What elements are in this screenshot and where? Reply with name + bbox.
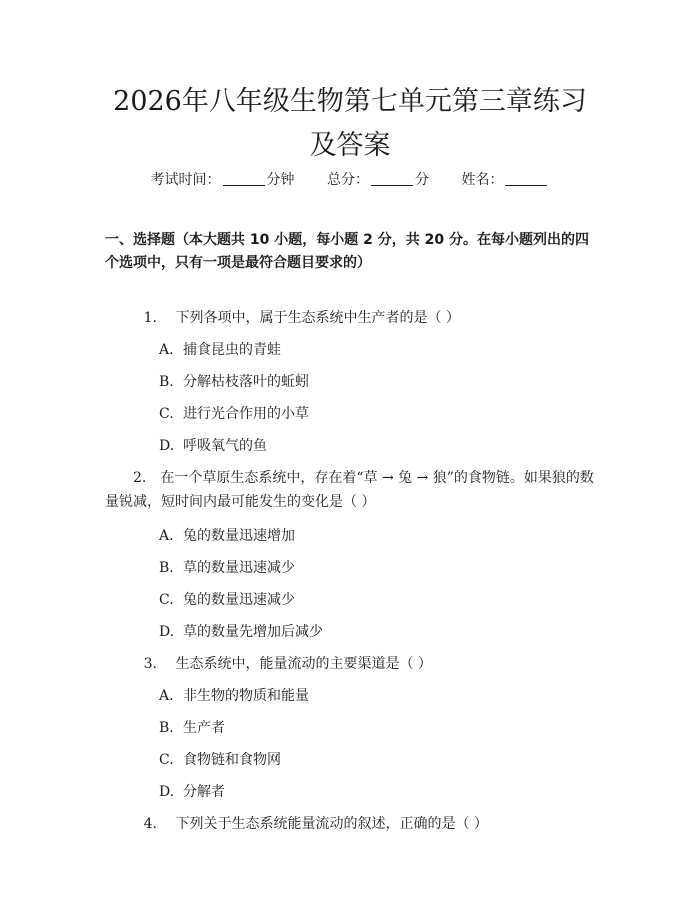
total-score-field <box>327 169 429 189</box>
option-letter: B. <box>159 374 174 390</box>
exam-time-field <box>151 169 295 189</box>
question-1 <box>105 306 600 330</box>
exam-info-line <box>0 169 700 189</box>
option-2b <box>159 556 295 580</box>
option-2a <box>159 524 295 548</box>
option-letter: C. <box>159 752 174 768</box>
option-text: 草的数量先增加后减少 <box>183 624 323 640</box>
option-letter: A. <box>159 342 174 358</box>
option-letter: C. <box>159 406 174 422</box>
option-text: 兔的数量迅速减少 <box>183 592 295 608</box>
option-text: 生产者 <box>183 720 225 736</box>
option-text: 非生物的物质和能量 <box>183 688 309 704</box>
student-name-label: 姓名： <box>461 172 504 188</box>
option-letter: A. <box>159 528 174 544</box>
option-1d <box>159 434 267 458</box>
option-1b <box>159 370 309 394</box>
option-letter: A. <box>159 688 174 704</box>
student-name-blank <box>505 173 547 186</box>
option-letter: D. <box>159 624 175 640</box>
option-text: 分解者 <box>183 784 225 800</box>
option-letter: B. <box>159 720 174 736</box>
option-text: 分解枯枝落叶的蚯蚓 <box>183 374 309 390</box>
option-letter: D. <box>159 438 175 454</box>
option-text: 捕食昆虫的青蛙 <box>183 342 281 358</box>
option-text: 食物链和食物网 <box>183 752 281 768</box>
question-3 <box>105 652 600 676</box>
option-3a <box>159 684 309 708</box>
document-title: 2026年八年级生物第七单元第三章练习及答案 <box>113 86 587 161</box>
option-3b <box>159 716 225 740</box>
option-letter: B. <box>159 560 174 576</box>
total-score-unit: 分 <box>415 172 429 188</box>
option-text: 呼吸氧气的鱼 <box>183 438 267 454</box>
option-text: 草的数量迅速减少 <box>183 560 295 576</box>
question-number: 3. <box>143 656 157 672</box>
exam-time-blank <box>223 173 265 186</box>
question-text: 生态系统中，能量流动的主要渠道是（ ） <box>175 656 432 672</box>
exam-time-label: 考试时间： <box>150 172 221 188</box>
option-2c <box>159 588 295 612</box>
question-4 <box>105 812 600 836</box>
question-number: 2. <box>133 470 147 486</box>
option-1c <box>159 402 309 426</box>
question-text: 下列关于生态系统能量流动的叙述，正确的是（ ） <box>175 816 488 832</box>
option-text: 进行光合作用的小草 <box>183 406 309 422</box>
question-number: 1. <box>143 310 157 326</box>
total-score-label: 总分： <box>327 172 369 188</box>
option-3c <box>159 748 281 772</box>
question-2 <box>105 466 600 514</box>
option-3d <box>159 780 225 804</box>
question-number: 4. <box>143 816 157 832</box>
total-score-blank <box>371 173 413 186</box>
exam-time-unit: 分钟 <box>266 172 295 188</box>
option-1a <box>159 338 281 362</box>
option-2d <box>159 620 323 644</box>
option-text: 兔的数量迅速增加 <box>183 528 295 544</box>
option-letter: C. <box>159 592 174 608</box>
option-letter: D. <box>159 784 175 800</box>
section-heading: 一、选择题（本大题共 10 小题，每小题 2 分，共 20 分。在每小题列出的四个选项中，只有一项是最符合题目要求的） <box>105 232 589 271</box>
question-text: 下列各项中，属于生态系统中生产者的是（ ） <box>175 310 460 326</box>
question-text: 在一个草原生态系统中，存在着“草 → 兔 → 狼”的食物链。如果狼的数量锐减，短时间内最可能发生的变化是（ ） <box>105 470 594 510</box>
student-name-field <box>461 169 549 189</box>
